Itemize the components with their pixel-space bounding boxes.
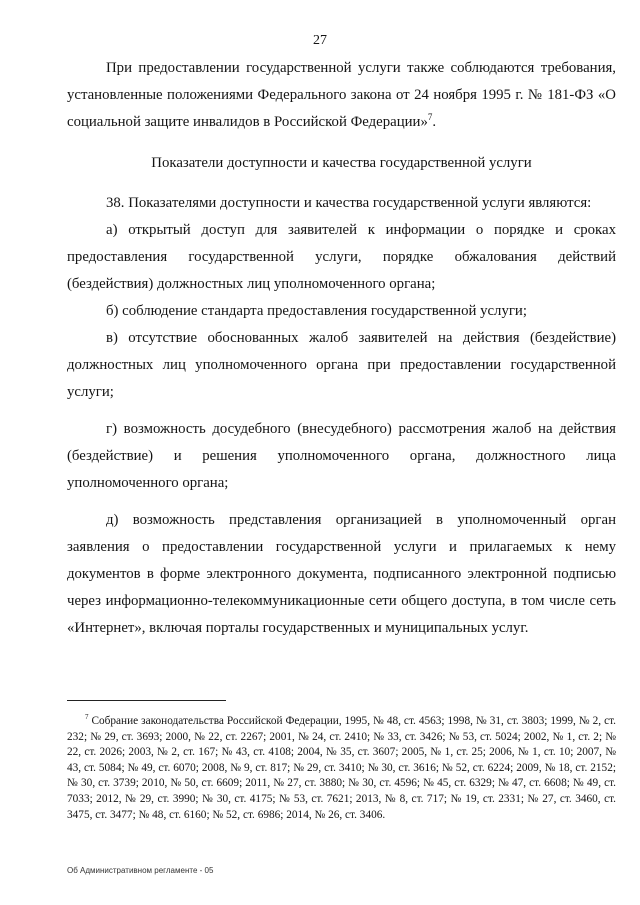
- document-body: [67, 55, 616, 642]
- footnote-number: 7: [85, 713, 89, 722]
- page-number: 27: [313, 33, 327, 48]
- item-d: д) возможность представления организацией в уполномоченный орган заявления о предоставлении государственной услуги и прилагаемых к нему документов в форме электронного документа, подписанного электронной подписью через информационно-телекоммуникационные сети общего доступа, в том числе сеть «Интернет», включая порталы государственных и муниципальных услуг.: [67, 512, 616, 636]
- item-b: б) соблюдение стандарта предоставления государственной услуги;: [106, 303, 527, 319]
- intro-text: При предоставлении государственной услуги также соблюдаются требования, установленные положениями Федерального закона от 24 ноября 1995 г. № 181-ФЗ «О социальной защите инвалидов в Российской Федерации»: [67, 60, 616, 130]
- footnote-text: Собрание законодательства Российской Федерации, 1995, № 48, ст. 4563; 1998, № 31, ст. 3803; 1999, № 2, ст. 232; № 29, ст. 3693; 2000, № 22, ст. 2267; 2001, № 24, ст. 2410; № 33, ст. 3426; № 53, ст. 5024; 2002, № 1, ст. 2; № 22, ст. 2026; 2003, № 2, ст. 167; № 43, ст. 4108; 2004, № 35, ст. 3607; 2005, № 1, ст. 25; 2006, № 1, ст. 10; 2007, № 43, ст. 5084; № 49, ст. 6070; 2008, № 9, ст. 817; № 29, ст. 3410; № 30, ст. 3616; № 52, ст. 6224; 2009, № 18, ст. 2152; № 30, ст. 3739; 2010, № 50, ст. 6609; 2011, № 27, ст. 3880; № 30, ст. 4596; № 45, ст. 6329; № 47, ст. 6608; № 49, ст. 7033; 2012, № 29, ст. 3990; № 30, ст. 4175; № 53, ст. 7621; 2013, № 8, ст. 717; № 19, ст. 2331; № 27, ст. 3460, ст. 3475, ст. 3477; № 48, ст. 6160; № 52, ст. 6986; 2014, № 26, ст. 3406.: [67, 715, 617, 821]
- item-a: а) открытый доступ для заявителей к информации о порядке и сроках предоставления государственной услуги, порядке обжалования действий (бездействия) должностных лиц уполномоченного органа;: [67, 222, 616, 292]
- item-v: в) отсутствие обоснованных жалоб заявителей на действия (бездействие) должностных лиц уполномоченного органа при предоставлении государственной услуги;: [67, 330, 616, 400]
- footnote: [67, 714, 616, 823]
- item-g: г) возможность досудебного (внесудебного) рассмотрения жалоб на действия (бездействие) и решения уполномоченного органа, должностного лица уполномоченного органа;: [67, 421, 616, 491]
- section-heading: Показатели доступности и качества государственной услуги: [151, 155, 532, 171]
- intro-paragraph: При предоставлении государственной услуги также соблюдаются требования, установленные положениями Федерального закона от 24 ноября 1995 г. № 181-ФЗ «О социальной защите инвалидов в Российской Федерации»$^7$.: [67, 60, 616, 130]
- footnote-reference: 7: [427, 112, 433, 123]
- clause-38: 38. Показателями доступности и качества государственной услуги являются:: [106, 195, 592, 211]
- document-footer: Об Административном регламенте - 05: [67, 866, 214, 875]
- footnote-divider: [67, 700, 226, 701]
